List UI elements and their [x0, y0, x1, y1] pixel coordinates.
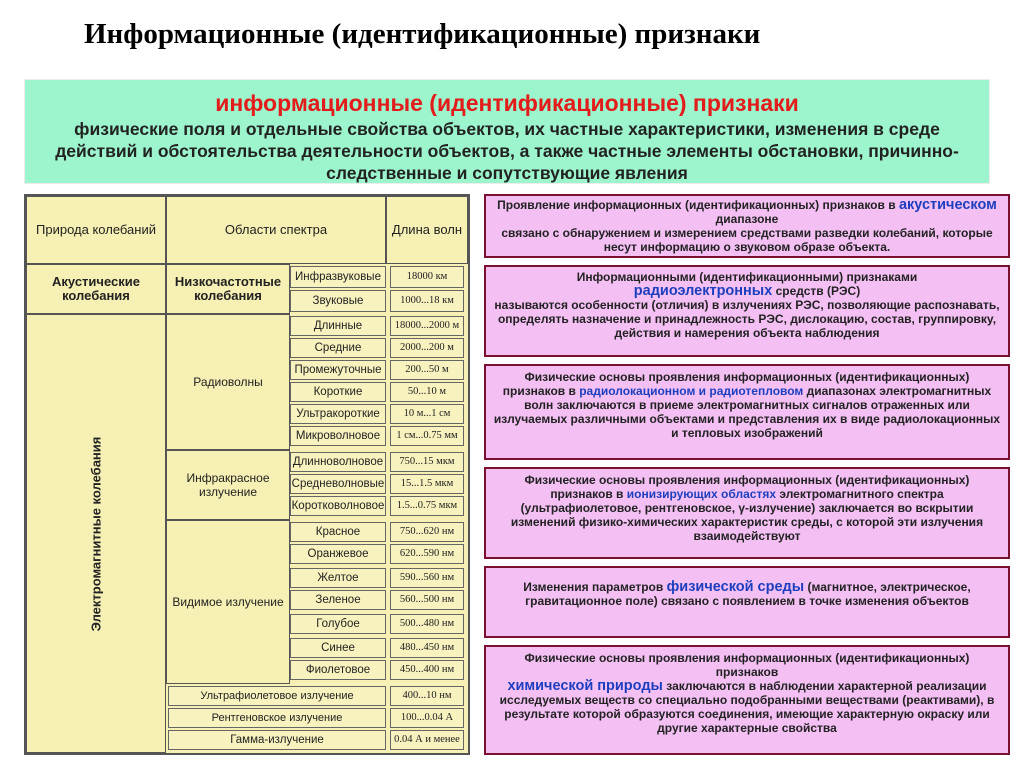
spectrum-name: Длинные: [290, 316, 386, 336]
wavelength-value: 750...620 нм: [390, 522, 464, 542]
box-text: называются особенности (отличия) в излучениях РЭС, позволяющие распознавать, определять назначение и принадлежность РЭС, дислокацию, состав, группировку, действия и намерения объекта наблюдения: [494, 298, 1000, 340]
spectrum-name: Рентгеновское излучение: [168, 708, 386, 728]
radio-group: Радиоволны: [166, 314, 290, 450]
wavelength-value: 620...590 нм: [390, 544, 464, 564]
box-text: Изменения параметров: [523, 580, 664, 594]
box-text: Физические основы проявления информационных (идентификационных) признаков: [524, 651, 970, 679]
box-text: связано с обнаружением и измерением средствами разведки колебаний, которые несут информацию о звуковом образе объекта.: [501, 226, 993, 254]
box-text: Физические основы проявления информационных (идентификационных) признаков в: [502, 370, 970, 398]
box-text: Проявление информационных (идентификационных) признаков в: [497, 198, 896, 212]
spectrum-name: Зеленое: [290, 590, 386, 610]
spectrum-name: Синее: [290, 638, 386, 658]
spectrum-name: Длинноволновое: [290, 452, 386, 472]
header-wavelength: Длина волн: [386, 196, 468, 264]
wavelength-value: 18000 км: [390, 266, 464, 288]
wavelength-value: 0.04 А и менее: [390, 730, 464, 750]
box-text: (магнитное, электрическое, гравитационное поле) связано с появлением в точке изменения объектов: [525, 580, 971, 608]
wavelength-value: 50...10 м: [390, 382, 464, 402]
ionizing-box: [484, 467, 1010, 559]
wavelength-value: 750...15 мкм: [390, 452, 464, 472]
spectrum-name: Голубое: [290, 614, 386, 634]
banner-subtitle: физические поля и отдельные свойства объектов, их частные характеристики, изменения в среде действий и обстоятельства деятельности объектов, а также частные элементы обстановки, причинно-следственные и сопутствующие явления: [55, 119, 959, 183]
spectrum-name: Промежуточные: [290, 360, 386, 380]
spectrum-name: Желтое: [290, 568, 386, 588]
radiolocation-box: [484, 364, 1010, 460]
spectrum-name: Короткие: [290, 382, 386, 402]
box-highlight: ионизирующих областях: [626, 487, 777, 501]
spectrum-name: Средние: [290, 338, 386, 358]
spectrum-name: Коротковолновое: [290, 496, 386, 516]
acoustic-group: Акустические колебания: [26, 264, 166, 314]
box-highlight: физической среды: [666, 579, 805, 595]
header-nature: Природа колебаний: [26, 196, 166, 264]
spectrum-name: Оранжевое: [290, 544, 386, 564]
wavelength-value: 1000...18 км: [390, 290, 464, 312]
banner-title: информационные (идентификационные) признаки: [215, 90, 799, 116]
spectrum-name: Микроволновое: [290, 426, 386, 446]
box-text: Физические основы проявления информационных (идентификационных) признаков в: [524, 473, 970, 501]
spectrum-name: Средневолновые: [290, 474, 386, 494]
box-highlight: акустическом: [898, 197, 997, 213]
em-group-label: Электромагнитные колебания: [88, 436, 103, 631]
wavelength-value: 500...480 нм: [390, 614, 464, 634]
physical-environment-box: [484, 566, 1010, 638]
spectrum-name: Инфразвуковые: [290, 266, 386, 288]
spectrum-name: Звуковые: [290, 290, 386, 312]
wavelength-value: 2000...200 м: [390, 338, 464, 358]
box-text: средств (РЭС): [775, 284, 861, 298]
box-text: Информационными (идентификационными) признаками: [576, 270, 918, 284]
infrared-group: Инфракрасное излучение: [166, 450, 290, 520]
box-text: электромагнитного спектра (ультрафиолетовое, рентгеновское, γ-излучение) заключается во вскрытии изменений физико-химических характеристик среды, с которой эти излучения взаимодействуют: [510, 487, 984, 543]
wavelength-value: 480...450 нм: [390, 638, 464, 658]
wavelength-value: 1.5...0.75 мкм: [390, 496, 464, 516]
spectrum-name: Ультрафиолетовое излучение: [168, 686, 386, 706]
em-group-cell: [26, 314, 166, 753]
radioelectronic-box: [484, 265, 1010, 357]
low-freq-group: Низкочастотные колебания: [166, 264, 290, 314]
header-spectrum: Области спектра: [166, 196, 386, 264]
box-text: заключаются в наблюдении характерной реализации исследуемых веществ со специально подобранными веществами (реактивами), в результате которой образуются соединения, имеющие характерную окраску или другие характерные свойства: [499, 679, 995, 735]
wavelength-value: 100...0.04 А: [390, 708, 464, 728]
spectrum-name: Гамма-излучение: [168, 730, 386, 750]
box-text: диапазоне: [715, 212, 779, 226]
slide-title: Информационные (идентификационные) признаки: [84, 18, 761, 50]
wavelength-value: 15...1.5 мкм: [390, 474, 464, 494]
acoustic-box: [484, 194, 1010, 258]
chemical-box: [484, 645, 1010, 755]
spectrum-name: Красное: [290, 522, 386, 542]
spectrum-table: [24, 194, 470, 755]
box-highlight: радиолокационном и радиотепловом: [579, 384, 804, 398]
spectrum-name: Ультракороткие: [290, 404, 386, 424]
box-highlight: химической природы: [507, 678, 663, 694]
spectrum-name: Фиолетовое: [290, 660, 386, 680]
box-highlight: радиоэлектронных: [633, 283, 773, 299]
definition-banner: [24, 79, 990, 184]
wavelength-value: 450...400 нм: [390, 660, 464, 680]
wavelength-value: 560...500 нм: [390, 590, 464, 610]
wavelength-value: 400...10 нм: [390, 686, 464, 706]
wavelength-value: 1 см...0.75 мм: [390, 426, 464, 446]
wavelength-value: 200...50 м: [390, 360, 464, 380]
box-text: диапазонах электромагнитных волн заключаются в приеме электромагнитных сигналов отраженных или излучаемых различными объектами и представления их в виде радиолокационных и тепловых изображений: [493, 384, 1001, 440]
wavelength-value: 10 м...1 см: [390, 404, 464, 424]
wavelength-value: 18000...2000 м: [390, 316, 464, 336]
visible-group: Видимое излучение: [166, 520, 290, 684]
wavelength-value: 590...560 нм: [390, 568, 464, 588]
